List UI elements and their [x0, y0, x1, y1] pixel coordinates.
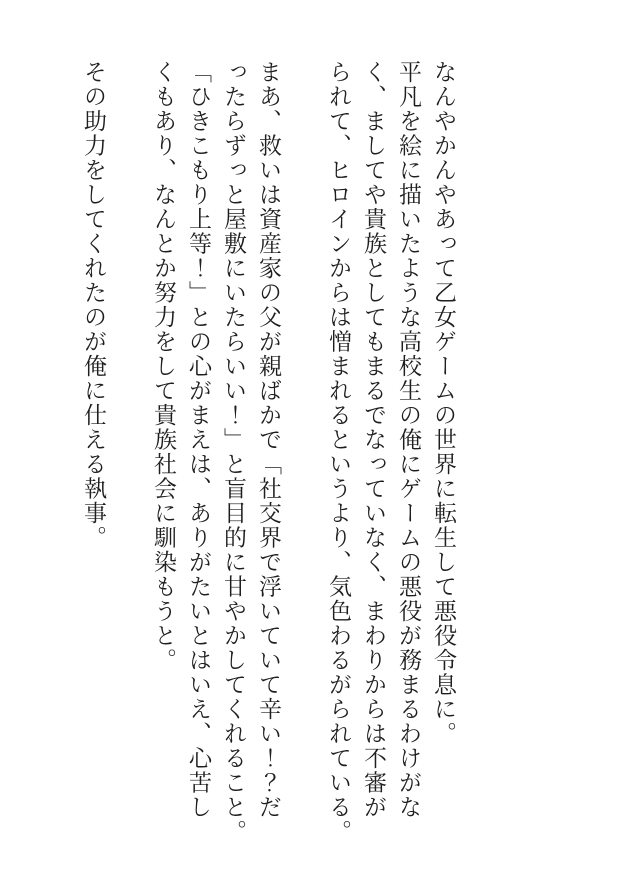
text-line: まあ、救いは資産家の父が親ばかで「社交界で浮いていて辛い！？だ — [256, 60, 281, 820]
text-line: 「ひきこもり上等！」との心がまえは、ありがたいとはいえ、心苦し — [186, 60, 211, 820]
text-line: く、ましてや貴族としてもまるでなっていなく、まわりからは不審が — [361, 60, 386, 820]
text-line — [111, 60, 146, 850]
text-line: なんやかんやあって乙女ゲームの世界に転生して悪役令息に。 — [431, 60, 456, 746]
text-line: られて、ヒロインからは憎まれるというより、気色わるがられている。 — [326, 60, 351, 844]
text-line: その助力をしてくれたのが俺に仕える執事。 — [81, 60, 106, 550]
text-line — [286, 60, 321, 850]
text-line: くもあり、なんとか努力をして貴族社会に馴染もうと。 — [151, 60, 176, 673]
text-line: ったらずっと屋敷にいたらいい！」と盲目的に甘やかしてくれること。 — [221, 60, 246, 844]
text-line: 平凡を絵に描いたような高校生の俺にゲームの悪役が務まるわけがな — [396, 60, 421, 820]
vertical-text-block — [76, 60, 461, 850]
